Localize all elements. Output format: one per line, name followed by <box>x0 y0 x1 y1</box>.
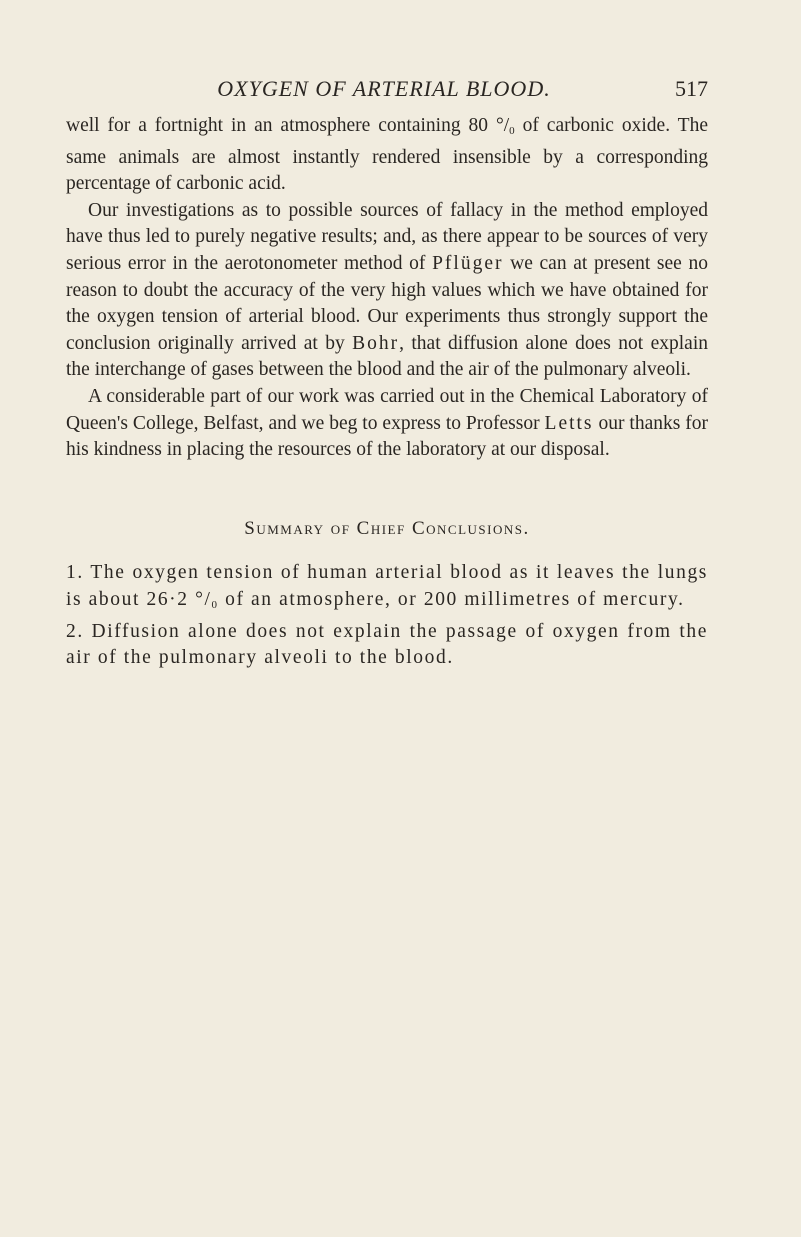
body-text <box>66 113 708 672</box>
author-name-bohr: Bohr <box>352 332 400 354</box>
paragraph-investigations <box>66 198 708 384</box>
section-heading: Summary of Chief Conclusions. <box>244 517 530 539</box>
paragraph-2-text-a: Our investigations as to possible sources of fallacy in the method employed have thus led to purely negative results; and, as there appear to be sources of very serious error in the aerotonometer method of <box>66 199 708 274</box>
paragraph-2-text-b: we can at present see no reason to doubt the accuracy of the very high values which we have obtained for the oxygen tension of arterial blood. Our experiments thus strongly support the conclusion originally arrived at by <box>66 252 708 354</box>
running-title: OXYGEN OF ARTERIAL BLOOD. <box>217 76 551 101</box>
conclusion-2-text: 2. Diffusion alone does not explain the passage of oxygen from the air of the pulmonary alveoli to the blood. <box>66 620 708 669</box>
conclusion-2 <box>66 619 708 672</box>
paragraph-2-text-c: , that diffusion alone does not explain the interchange of gases between the blood and the air of the pulmonary alveoli. <box>66 332 708 381</box>
conclusion-1-text-b: of an atmosphere, or 200 millimetres of mercury. <box>218 588 685 610</box>
paragraph-1-text-b: of carbonic oxide. The same animals are almost instantly rendered insensible by a corresponding percentage of carbonic acid. <box>66 115 708 195</box>
author-name-pfluger: Pflüger <box>432 252 504 274</box>
percent-subscript: 0 <box>509 125 515 137</box>
running-head <box>60 76 708 106</box>
page-number: 517 <box>675 76 708 101</box>
author-name-letts: Letts <box>544 412 594 434</box>
paragraph-3-text-b: our thanks for his kindness in placing the resources of the laboratory at our disposal. <box>66 412 708 461</box>
percent-subscript: 0 <box>211 598 219 611</box>
paragraph-3-text-a: A considerable part of our work was carried out in the Chemical Laboratory of Queen's College, Belfast, and we beg to express to Professor <box>66 385 708 434</box>
paragraph-continuation <box>66 113 708 198</box>
conclusion-1 <box>66 560 708 618</box>
paragraph-acknowledgement <box>66 384 708 464</box>
paragraph-1-text-a: well for a fortnight in an atmosphere containing 80 °/ <box>66 115 510 136</box>
conclusion-1-text-a: 1. The oxygen tension of human arterial blood as it leaves the lungs is about 26·2 °/ <box>66 562 708 610</box>
